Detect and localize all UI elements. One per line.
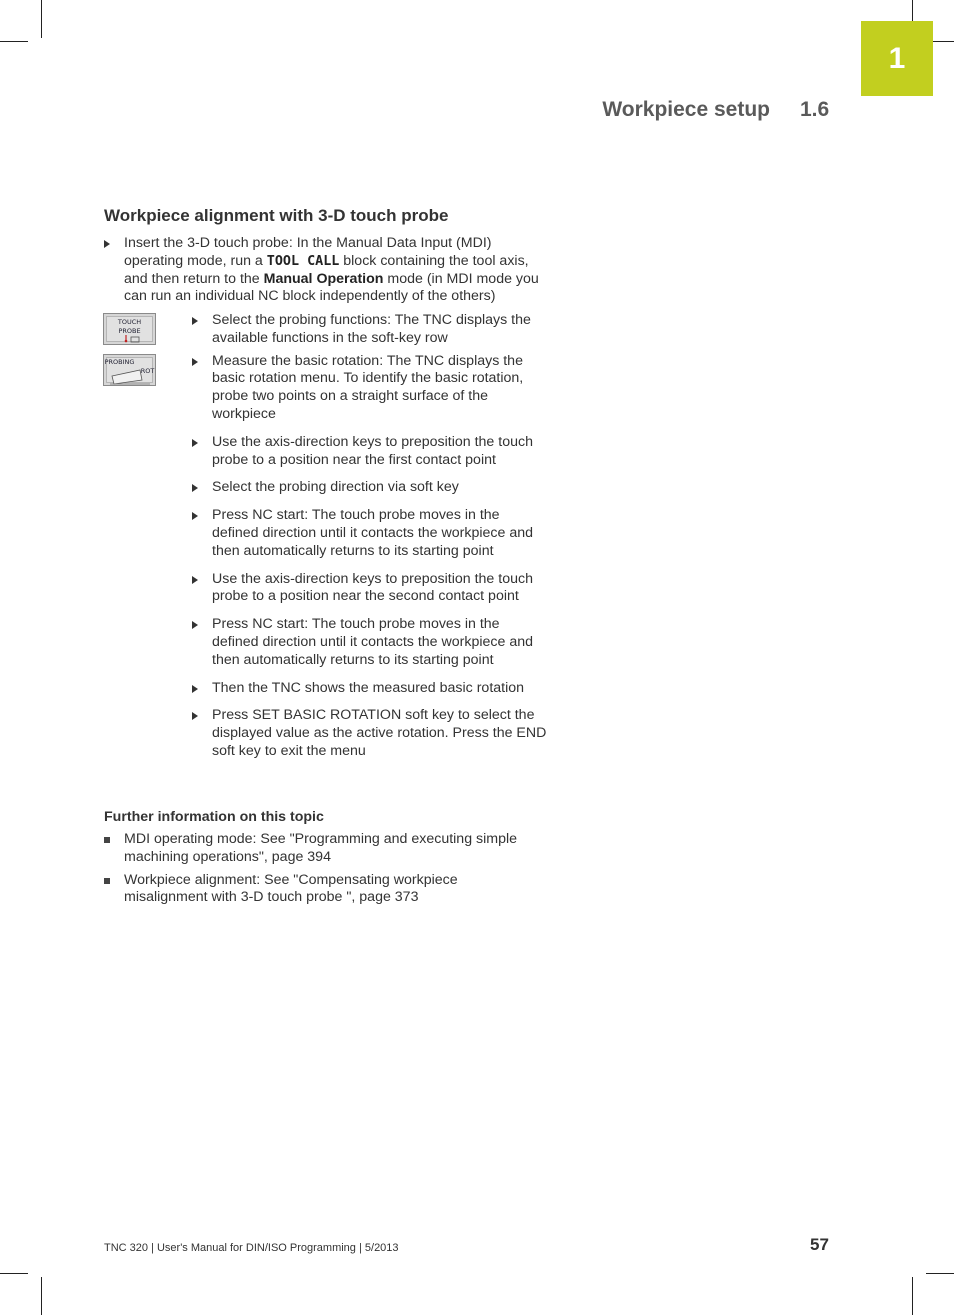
step-item: Then the TNC shows the measured basic rotation: [192, 680, 547, 698]
arrow-bullet-icon: [192, 621, 198, 629]
touch-probe-softkey: TOUCH PROBE: [103, 313, 156, 345]
step-item: Press SET BASIC ROTATION soft key to select the displayed value as the active rotation. Press the END soft key to exit the menu: [192, 707, 547, 760]
probe-icon: [122, 335, 140, 343]
list-item: [104, 831, 544, 867]
arrow-bullet-icon: [192, 712, 198, 720]
crop-mark: [41, 1277, 42, 1315]
square-bullet-icon: [104, 837, 110, 843]
crop-mark: [926, 1273, 954, 1274]
cross-reference-link[interactable]: Workpiece alignment: See "Compensating workpiece misalignment with 3-D touch probe ", page 373: [124, 871, 458, 906]
step-item: Measure the basic rotation: The TNC displays the basic rotation menu. To identify the basic rotation, probe two points on a straight surface of the workpiece: [192, 353, 547, 424]
arrow-bullet-icon: [104, 240, 110, 248]
arrow-bullet-icon: [192, 439, 198, 447]
step-item: Select the probing direction via soft key: [192, 479, 547, 497]
step-item: Select the probing functions: The TNC displays the available functions in the soft-key row: [192, 312, 547, 348]
arrow-bullet-icon: [192, 512, 198, 520]
rotation-icon: [110, 368, 150, 385]
cross-reference-link[interactable]: MDI operating mode: See "Programming and executing simple machining operations", page 394: [124, 831, 518, 865]
probing-rot-softkey: PROBING ROT: [103, 354, 156, 386]
arrow-bullet-icon: [192, 685, 198, 693]
mode-manual-operation: Manual Operation: [263, 270, 384, 287]
arrow-bullet-icon: [192, 317, 198, 325]
further-information-heading: Further information on this topic: [104, 809, 324, 825]
crop-mark: [0, 1273, 28, 1274]
crop-mark: [0, 41, 28, 42]
square-bullet-icon: [104, 878, 110, 884]
crop-mark: [912, 1277, 913, 1315]
footer-text: TNC 320 | User's Manual for DIN/ISO Programming | 5/2013: [104, 1242, 399, 1254]
running-header-section-number: 1.6: [800, 98, 830, 121]
intro-text: Insert the 3-D touch probe: In the Manual Data Input (MDI) operating mode, run a TOOL CALL block containing the tool axis, and then return to the Manual Operation mode (in MDI mode you can run an individual NC block independently of the others): [124, 235, 539, 305]
running-header-title: Workpiece setup: [602, 98, 770, 121]
chapter-tab: 1: [861, 21, 933, 96]
list-item: [104, 872, 544, 908]
intro-instruction: [104, 235, 554, 306]
step-item: Press NC start: The touch probe moves in the defined direction until it contacts the workpiece and then automatically returns to its starting point: [192, 616, 547, 669]
section-heading: Workpiece alignment with 3-D touch probe: [104, 206, 449, 225]
steps-list: [192, 312, 547, 761]
code-tool-call: TOOL CALL: [266, 253, 340, 269]
page-number: 57: [810, 1235, 829, 1254]
arrow-bullet-icon: [192, 358, 198, 366]
crop-mark: [41, 0, 42, 38]
arrow-bullet-icon: [192, 484, 198, 492]
further-information-list: [104, 831, 544, 907]
step-item: Press NC start: The touch probe moves in the defined direction until it contacts the workpiece and then automatically returns to its starting point: [192, 507, 547, 560]
step-item: Use the axis-direction keys to preposition the touch probe to a position near the second contact point: [192, 571, 547, 607]
arrow-bullet-icon: [192, 576, 198, 584]
step-item: Use the axis-direction keys to preposition the touch probe to a position near the first contact point: [192, 434, 547, 470]
